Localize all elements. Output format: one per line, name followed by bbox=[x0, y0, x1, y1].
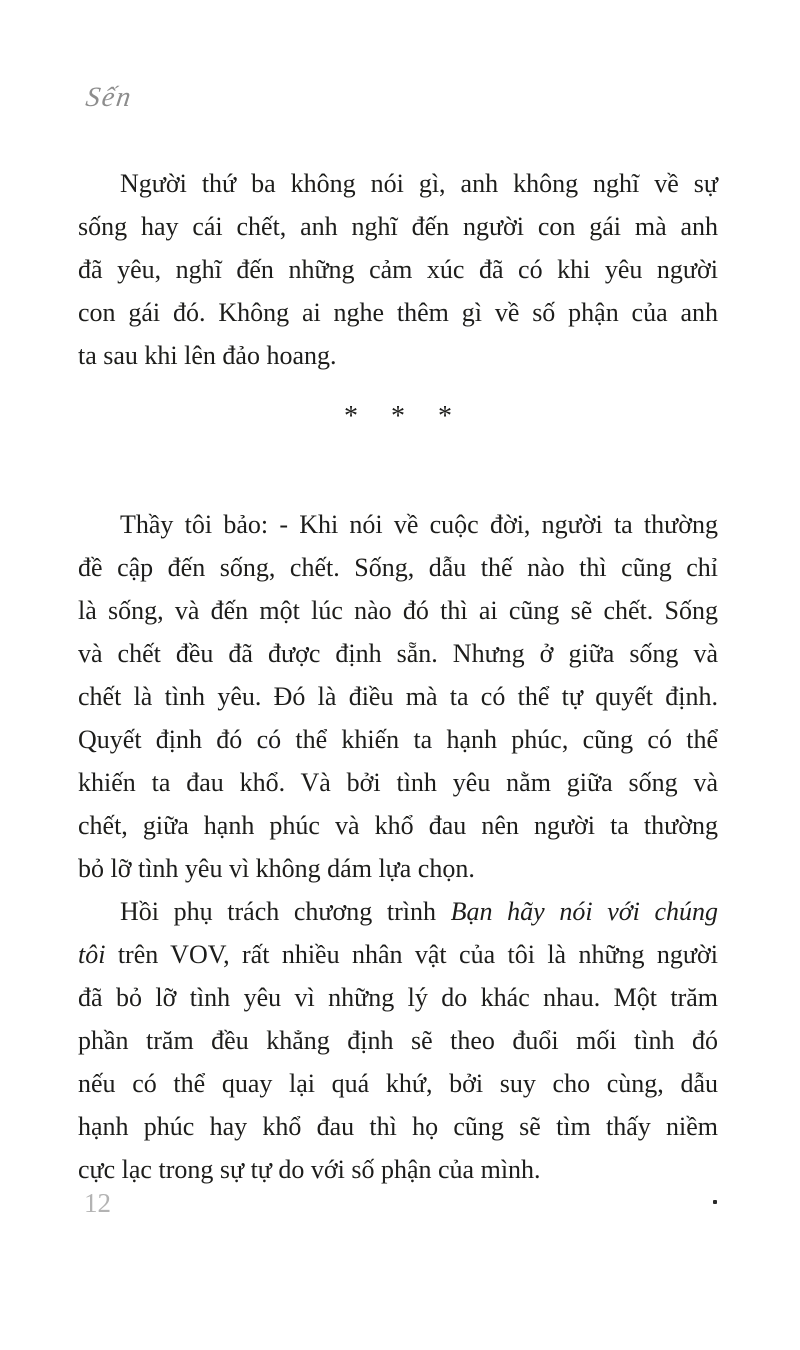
paragraph bbox=[78, 890, 718, 1191]
text-line: con gái đó. Không ai nghe thêm gì về số phận của anh bbox=[78, 298, 718, 327]
text-line: sống hay cái chết, anh nghĩ đến người con gái mà anh bbox=[78, 212, 718, 241]
text-line: là sống, và đến một lúc nào đó thì ai cũng sẽ chết. Sống bbox=[78, 596, 718, 625]
text-block bbox=[78, 162, 718, 1191]
text-line: Người thứ ba không nói gì, anh không nghĩ về sự bbox=[120, 169, 718, 198]
text-line: chết, giữa hạnh phúc và khổ đau nên người ta thường bbox=[78, 811, 718, 840]
text-line: đã bỏ lỡ tình yêu vì những lý do khác nhau. Một trăm bbox=[78, 983, 718, 1012]
paragraph bbox=[78, 503, 718, 890]
text-line: hạnh phúc hay khổ đau thì họ cũng sẽ tìm thấy niềm bbox=[78, 1112, 718, 1141]
text-line: nếu có thể quay lại quá khứ, bởi suy cho cùng, dẫu bbox=[78, 1069, 718, 1098]
text-line: tôi trên VOV, rất nhiều nhân vật của tôi là những người bbox=[78, 940, 718, 969]
ink-speck bbox=[713, 1200, 717, 1204]
text-line: Hồi phụ trách chương trình Bạn hãy nói với chúng bbox=[120, 897, 719, 926]
text-line: và chết đều đã được định sẵn. Nhưng ở giữa sống và bbox=[78, 639, 718, 668]
page-number: 12 bbox=[84, 1188, 111, 1218]
text-line: ta sau khi lên đảo hoang. bbox=[78, 341, 337, 370]
text-line: Quyết định đó có thể khiến ta hạnh phúc, cũng có thể bbox=[78, 725, 718, 754]
text-line: phần trăm đều khẳng định sẽ theo đuổi mối tình đó bbox=[78, 1026, 718, 1055]
text-line: chết là tình yêu. Đó là điều mà ta có thể tự quyết định. bbox=[78, 682, 718, 711]
running-header: Sến bbox=[83, 82, 135, 113]
text-line: khiến ta đau khổ. Và bởi tình yêu nằm giữa sống và bbox=[78, 768, 718, 797]
text-line: bỏ lỡ tình yêu vì không dám lựa chọn. bbox=[78, 854, 475, 883]
text-line: đề cập đến sống, chết. Sống, dẫu thế nào thì cũng chỉ bbox=[78, 553, 718, 582]
text-line: đã yêu, nghĩ đến những cảm xúc đã có khi yêu người bbox=[78, 255, 718, 284]
section-separator: * * * bbox=[344, 401, 452, 432]
paragraph bbox=[78, 162, 718, 377]
text-line: cực lạc trong sự tự do với số phận của mình. bbox=[78, 1155, 541, 1184]
text-line: Thầy tôi bảo: - Khi nói về cuộc đời, người ta thường bbox=[120, 510, 718, 539]
